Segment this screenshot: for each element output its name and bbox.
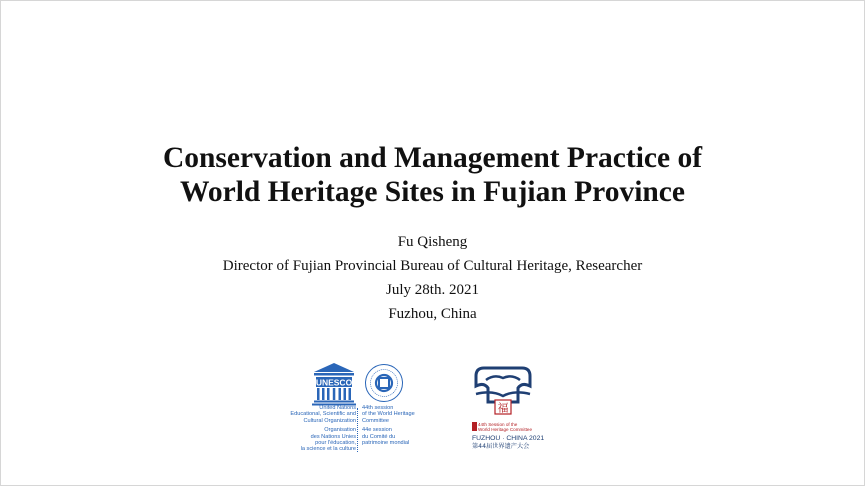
session-line: of the World Heritage bbox=[362, 411, 415, 418]
fu-glyph: 福 bbox=[497, 401, 509, 415]
presenter-info bbox=[0, 230, 865, 326]
session-line: 44e session bbox=[362, 427, 392, 434]
unesco-temple-icon bbox=[310, 362, 358, 406]
title-line-1: Conservation and Management Practice of bbox=[162, 142, 703, 174]
author-name: Fu Qisheng bbox=[397, 234, 468, 250]
unesco-wordmark: UNESCO bbox=[315, 377, 353, 388]
org-line: pour l'éducation, bbox=[315, 440, 356, 447]
session-line: du Comité du bbox=[362, 433, 396, 440]
slide-title bbox=[0, 141, 865, 209]
session-mark bbox=[472, 422, 477, 431]
host-city: FUZHOU · CHINA 2021 bbox=[472, 435, 545, 442]
world-heritage-emblem-icon bbox=[364, 363, 404, 403]
presentation-location: Fuzhou, China bbox=[388, 306, 477, 322]
author-position: Director of Fujian Provincial Bureau of Cultural Heritage, Researcher bbox=[222, 258, 643, 274]
session-line-2: World Heritage Committee bbox=[478, 427, 533, 432]
org-line: des Nations Unies bbox=[310, 433, 356, 440]
org-line: la science et la culture bbox=[300, 446, 356, 453]
session-chinese-name: 第44届世界遗产大会 bbox=[472, 443, 530, 450]
session-line: patrimoine mondial bbox=[362, 440, 410, 447]
unesco-divider bbox=[357, 408, 359, 452]
org-line: Cultural Organization bbox=[303, 417, 356, 424]
presentation-date: July 28th. 2021 bbox=[386, 282, 479, 298]
org-line: Educational, Scientific and bbox=[290, 411, 356, 418]
title-line-2: World Heritage Sites in Fujian Province bbox=[179, 176, 685, 208]
fuzhou-session-logo bbox=[466, 360, 550, 455]
org-line: Organisation bbox=[324, 427, 356, 434]
session-line: Committee bbox=[362, 417, 390, 424]
session-line: 44th session bbox=[362, 405, 394, 411]
unesco-logo bbox=[290, 360, 436, 455]
session-line-1: 44th Session of the bbox=[478, 422, 518, 427]
fuzhou-emblem-icon bbox=[472, 364, 534, 420]
unesco-session-name bbox=[362, 405, 442, 446]
unesco-org-name bbox=[266, 405, 356, 453]
org-line: United Nations bbox=[319, 405, 356, 411]
